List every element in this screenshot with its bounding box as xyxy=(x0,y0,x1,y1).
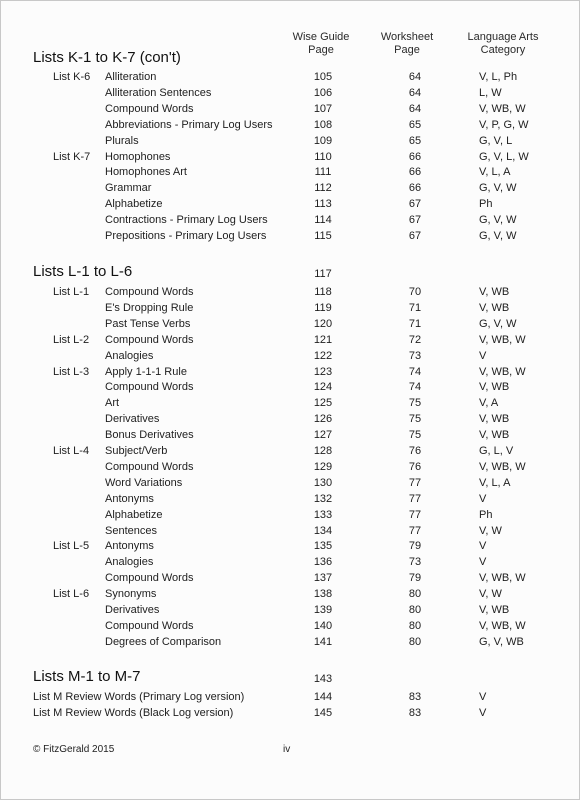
wise-guide-page: 109 xyxy=(313,134,333,147)
category: Ph xyxy=(479,508,493,521)
wise-guide-page: 135 xyxy=(313,540,333,553)
worksheet-page: 65 xyxy=(408,134,422,147)
category: V, P, G, W xyxy=(479,118,529,131)
category: V, WB xyxy=(479,604,510,616)
topic-label: Apply 1-1-1 Rule xyxy=(105,365,187,378)
worksheet-page: 77 xyxy=(408,524,422,537)
header-work-line1: Worksheet xyxy=(380,31,434,43)
toc-row xyxy=(1,444,580,459)
worksheet-page: 77 xyxy=(408,476,422,489)
wise-guide-page: 113 xyxy=(314,198,332,211)
worksheet-page: 65 xyxy=(408,118,422,131)
list-label: List L-4 xyxy=(53,445,90,457)
category: V, L, A xyxy=(479,166,511,179)
category: V xyxy=(479,540,487,553)
header-wise-line2: Page xyxy=(308,44,334,56)
wise-guide-page: 123 xyxy=(313,365,333,378)
worksheet-page: 67 xyxy=(408,198,422,211)
topic-label: Word Variations xyxy=(105,476,183,489)
worksheet-page: 66 xyxy=(408,150,422,163)
toc-row xyxy=(1,380,580,395)
topic-label: Compound Words xyxy=(105,102,194,115)
worksheet-page: 66 xyxy=(408,166,422,179)
category: V, WB, W xyxy=(479,333,526,346)
toc-row xyxy=(1,706,580,721)
toc-row xyxy=(1,492,580,507)
category: V, WB xyxy=(479,429,510,442)
wise-guide-page: 140 xyxy=(313,619,333,632)
worksheet-page: 73 xyxy=(408,349,422,362)
wise-guide-page: 106 xyxy=(313,86,333,99)
topic-label: Alliteration xyxy=(105,71,157,83)
wise-guide-page: 120 xyxy=(313,317,333,330)
wise-guide-page: 108 xyxy=(313,118,333,131)
list-label: List L-3 xyxy=(53,365,90,378)
worksheet-page: 71 xyxy=(408,301,422,314)
worksheet-page: 77 xyxy=(408,492,422,505)
list-label: List K-7 xyxy=(53,150,91,163)
topic-label: Homophones Art xyxy=(105,166,187,179)
category: V, WB xyxy=(479,381,510,394)
topic-label: Homophones xyxy=(105,150,171,163)
toc-row xyxy=(1,317,580,332)
toc-row xyxy=(1,333,580,348)
topic-label: Bonus Derivatives xyxy=(105,429,194,442)
wise-guide-page: 115 xyxy=(314,230,332,242)
category: V, W xyxy=(479,588,502,601)
topic-label: Grammar xyxy=(105,182,152,195)
category: V xyxy=(479,349,487,362)
worksheet-page: 79 xyxy=(408,540,422,553)
list-label: List L-2 xyxy=(53,333,90,346)
topic-label: List M Review Words (Primary Log version) xyxy=(33,691,245,703)
footer-page-number: iv xyxy=(283,744,291,755)
header-work-line2: Page xyxy=(394,44,420,56)
topic-label: Analogies xyxy=(105,556,154,569)
topic-label: Compound Words xyxy=(105,286,194,298)
header-language-arts-category xyxy=(453,31,553,57)
wise-guide-page: 110 xyxy=(314,150,332,163)
wise-guide-page: 119 xyxy=(314,301,332,314)
category: G, V, L xyxy=(479,134,513,147)
worksheet-page: 67 xyxy=(408,214,422,227)
toc-row xyxy=(1,86,580,101)
category: G, L, V xyxy=(479,445,514,457)
wise-guide-page: 132 xyxy=(313,492,333,505)
category: V, W xyxy=(479,524,502,537)
topic-label: Past Tense Verbs xyxy=(105,317,191,330)
category: V xyxy=(479,556,487,569)
section-title: Lists M-1 to M-7 xyxy=(33,668,141,685)
toc-row xyxy=(1,134,580,149)
wise-guide-page: 130 xyxy=(313,476,333,489)
worksheet-page: 64 xyxy=(408,71,422,83)
toc-row xyxy=(1,70,580,85)
list-label: List L-1 xyxy=(53,286,90,298)
category: G, V, W xyxy=(479,317,517,330)
topic-label: Antonyms xyxy=(105,540,154,553)
toc-row xyxy=(1,635,580,650)
topic-label: List M Review Words (Black Log version) xyxy=(33,706,234,719)
topic-label: Prepositions - Primary Log Users xyxy=(105,230,267,242)
wise-guide-page: 112 xyxy=(314,182,332,195)
toc-row xyxy=(1,349,580,364)
category: V xyxy=(479,691,487,703)
category: V, WB, W xyxy=(479,365,526,378)
worksheet-page: 75 xyxy=(408,429,422,442)
wise-guide-page: 129 xyxy=(313,460,333,473)
category: V, L, Ph xyxy=(479,71,518,83)
worksheet-page: 77 xyxy=(408,508,422,521)
footer-copyright: © FitzGerald 2015 xyxy=(33,744,115,755)
worksheet-page: 80 xyxy=(408,588,422,601)
toc-row xyxy=(1,555,580,570)
header-lang-line1: Language Arts xyxy=(467,31,539,43)
category: V xyxy=(479,492,487,505)
wise-guide-page: 145 xyxy=(313,706,333,719)
worksheet-page: 70 xyxy=(408,286,422,298)
category: G, V, L, W xyxy=(479,150,529,163)
worksheet-page: 67 xyxy=(408,230,422,242)
wise-guide-page: 121 xyxy=(313,333,333,346)
toc-row xyxy=(1,587,580,602)
toc-row xyxy=(1,118,580,133)
category: V, WB xyxy=(479,413,510,426)
wise-guide-page: 137 xyxy=(313,572,333,585)
worksheet-page: 83 xyxy=(408,706,422,719)
section-page: 117 xyxy=(314,268,332,280)
wise-guide-page: 136 xyxy=(313,556,333,569)
topic-label: Derivatives xyxy=(105,413,160,426)
topic-label: Alliteration Sentences xyxy=(105,86,212,99)
category: V, WB, W xyxy=(479,619,526,632)
toc-row xyxy=(1,690,580,705)
wise-guide-page: 107 xyxy=(313,102,333,115)
topic-label: Sentences xyxy=(105,524,157,537)
wise-guide-page: 138 xyxy=(313,588,333,601)
toc-row xyxy=(1,165,580,180)
toc-row xyxy=(1,619,580,634)
toc-row xyxy=(1,150,580,165)
toc-row xyxy=(1,412,580,427)
worksheet-page: 64 xyxy=(408,86,422,99)
toc-row xyxy=(1,301,580,316)
toc-row xyxy=(1,102,580,117)
toc-row xyxy=(1,476,580,491)
section-title: Lists L-1 to L-6 xyxy=(33,263,133,280)
wise-guide-page: 105 xyxy=(313,71,333,83)
worksheet-page: 74 xyxy=(408,365,422,378)
wise-guide-page: 118 xyxy=(314,286,332,298)
topic-label: Alphabetize xyxy=(105,508,163,521)
category: V, WB xyxy=(479,286,510,298)
wise-guide-page: 141 xyxy=(313,635,333,648)
category: G, V, W xyxy=(479,214,517,227)
topic-label: E's Dropping Rule xyxy=(105,301,194,314)
toc-row xyxy=(1,460,580,475)
worksheet-page: 80 xyxy=(408,635,422,648)
list-label: List K-6 xyxy=(53,71,91,83)
worksheet-page: 76 xyxy=(408,445,422,457)
toc-row xyxy=(1,396,580,411)
category: V, L, A xyxy=(479,476,511,489)
worksheet-page: 64 xyxy=(408,102,422,115)
wise-guide-page: 122 xyxy=(313,349,333,362)
toc-row xyxy=(1,197,580,212)
topic-label: Compound Words xyxy=(105,333,194,346)
category: G, V, W xyxy=(479,182,517,195)
toc-row xyxy=(1,181,580,196)
wise-guide-page: 114 xyxy=(314,214,332,227)
topic-label: Antonyms xyxy=(105,492,154,505)
worksheet-page: 73 xyxy=(408,556,422,569)
topic-label: Analogies xyxy=(105,349,154,362)
category: V, WB, W xyxy=(479,460,526,473)
section-title: Lists K-1 to K-7 (con't) xyxy=(33,49,181,66)
category: G, V, WB xyxy=(479,635,524,648)
list-label: List L-6 xyxy=(53,588,90,601)
topic-label: Compound Words xyxy=(105,381,194,394)
header-worksheet-page xyxy=(367,31,447,57)
worksheet-page: 75 xyxy=(408,397,422,410)
topic-label: Plurals xyxy=(105,134,139,147)
category: V, WB, W xyxy=(479,572,526,585)
list-label: List L-5 xyxy=(53,540,90,553)
category: Ph xyxy=(479,198,493,211)
toc-row xyxy=(1,603,580,618)
toc-row xyxy=(1,524,580,539)
topic-label: Degrees of Comparison xyxy=(105,635,222,648)
wise-guide-page: 128 xyxy=(313,445,333,457)
toc-row xyxy=(1,508,580,523)
toc-row xyxy=(1,571,580,586)
wise-guide-page: 124 xyxy=(313,381,333,394)
topic-label: Synonyms xyxy=(105,588,157,601)
worksheet-page: 80 xyxy=(408,604,422,616)
wise-guide-page: 125 xyxy=(313,397,333,410)
wise-guide-page: 111 xyxy=(314,166,332,179)
toc-row xyxy=(1,229,580,244)
worksheet-page: 79 xyxy=(408,572,422,585)
wise-guide-page: 127 xyxy=(313,429,333,442)
category: V, WB, W xyxy=(479,102,526,115)
category: V, A xyxy=(479,397,499,410)
category: G, V, W xyxy=(479,230,517,242)
topic-label: Compound Words xyxy=(105,460,194,473)
topic-label: Subject/Verb xyxy=(105,445,168,457)
worksheet-page: 72 xyxy=(408,333,422,346)
toc-row xyxy=(1,365,580,380)
worksheet-page: 75 xyxy=(408,413,422,426)
header-lang-line2: Category xyxy=(480,44,526,56)
topic-label: Derivatives xyxy=(105,604,160,616)
wise-guide-page: 133 xyxy=(313,508,333,521)
worksheet-page: 71 xyxy=(408,317,422,330)
section-page: 143 xyxy=(313,673,333,685)
toc-row xyxy=(1,213,580,228)
header-wise-guide-page xyxy=(281,31,361,57)
category: L, W xyxy=(479,86,502,99)
toc-row xyxy=(1,428,580,443)
wise-guide-page: 144 xyxy=(313,691,333,703)
wise-guide-page: 139 xyxy=(313,604,333,616)
category: V xyxy=(479,706,487,719)
worksheet-page: 66 xyxy=(408,182,422,195)
header-wise-line1: Wise Guide xyxy=(292,31,350,43)
wise-guide-page: 134 xyxy=(313,524,333,537)
topic-label: Compound Words xyxy=(105,572,194,585)
topic-label: Compound Words xyxy=(105,619,194,632)
topic-label: Abbreviations - Primary Log Users xyxy=(105,118,273,131)
toc-row xyxy=(1,285,580,300)
wise-guide-page: 126 xyxy=(313,413,333,426)
worksheet-page: 76 xyxy=(408,460,422,473)
toc-row xyxy=(1,539,580,554)
worksheet-page: 83 xyxy=(408,691,422,703)
topic-label: Contractions - Primary Log Users xyxy=(105,214,268,227)
topic-label: Art xyxy=(105,397,120,410)
category: V, WB xyxy=(479,301,510,314)
worksheet-page: 80 xyxy=(408,619,422,632)
topic-label: Alphabetize xyxy=(105,198,163,211)
worksheet-page: 74 xyxy=(408,381,422,394)
